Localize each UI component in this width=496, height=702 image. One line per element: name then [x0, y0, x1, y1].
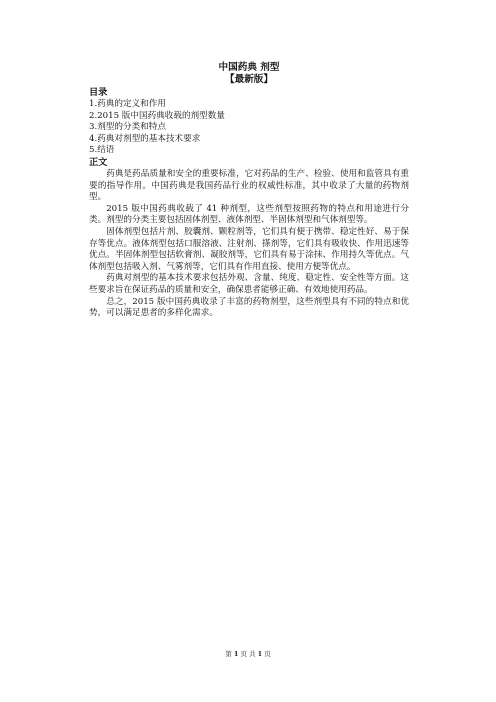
body-heading: 正文 [89, 156, 108, 168]
toc-item-2: 2.2015 版中国药典收载的剂型数量 [89, 110, 225, 121]
toc-item-5: 5.结语 [89, 145, 115, 156]
toc-heading: 目录 [89, 87, 108, 98]
paragraph-4: 药典对剂型的基本技术要求包括外观、含量、纯度、稳定性、安全性等方面。这些要求旨在保证药品的质量和安全，确保患者能够正确、有效地使用药品。 [89, 273, 409, 295]
page-footer [0, 650, 496, 658]
footer-page-number: 1 [233, 650, 239, 658]
body-text [89, 169, 409, 320]
toc-item-1: 1.药典的定义和作用 [89, 99, 166, 109]
table-of-contents [89, 99, 409, 157]
document-content [89, 62, 409, 320]
paragraph-3: 固体剂型包括片剂、胶囊剂、颗粒剂等，它们具有便于携带、稳定性好、易于保存等优点。液体剂型包括口服溶液、注射剂、搽剂等，它们具有吸收快、作用迅速等优点。半固体剂型包括软膏剂、凝胶剂等，它们具有易于涂抹、作用持久等优点。气体剂型包括吸入剂、气雾剂等，它们具有作用直接、使用方便等优点。 [89, 226, 409, 272]
document-subtitle: 【最新版】 [225, 74, 273, 85]
toc-item-4: 4.药典对剂型的基本技术要求 [89, 133, 201, 144]
footer-prefix: 第 [225, 650, 232, 658]
toc-item-3: 3.剂型的分类和特点 [89, 122, 166, 133]
paragraph-5: 总之，2015 版中国药典收录了丰富的药物剂型，这些剂型具有不同的特点和优势，可以满足患者的多样化需求。 [89, 296, 409, 319]
document-title: 中国药典 剂型 [218, 62, 280, 73]
footer-suffix: 页 [264, 650, 271, 658]
paragraph-1: 药典是药品质量和安全的重要标准，它对药品的生产、检验、使用和监管具有重要的指导作用。中国药典是我国药品行业的权威性标准，其中收录了大量的药物剂型。 [89, 168, 409, 203]
paragraph-2: 2015 版中国药典收载了 41 种剂型，这些剂型按照药物的特点和用途进行分类。剂型的分类主要包括固体剂型、液体剂型、半固体剂型和气体剂型等。 [89, 203, 409, 226]
footer-middle: 页 共 [240, 650, 256, 658]
footer-total-pages: 1 [257, 650, 263, 658]
